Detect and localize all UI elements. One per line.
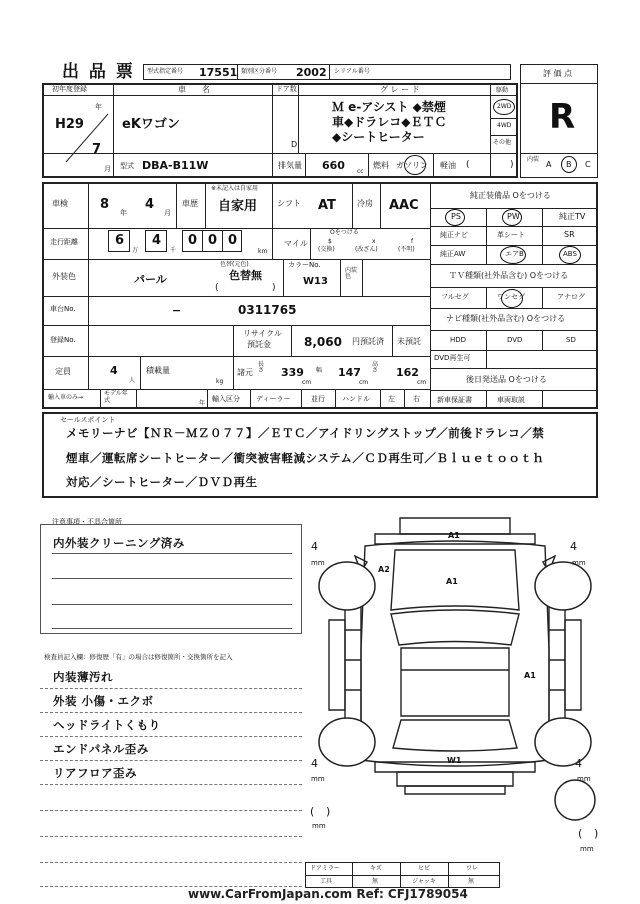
maru-note: Oをつける xyxy=(330,229,359,236)
history-label: 車歴 xyxy=(182,199,198,208)
color-label: 外装色 xyxy=(52,272,76,281)
regno-label: 登録No. xyxy=(50,336,76,344)
width-cm: cm xyxy=(359,379,369,386)
light-oil-label: 軽油 xyxy=(440,161,456,170)
fuel-gasoline: ガソリン xyxy=(396,161,428,170)
equip-pw: PW xyxy=(507,212,520,221)
recycle-unpaid: 未預託 xyxy=(397,337,421,346)
tire-extra-mm: mm xyxy=(312,822,326,830)
type-cert-no: 17551 xyxy=(199,66,238,79)
handle-left: 左 xyxy=(388,395,395,403)
inspector-box xyxy=(40,664,302,892)
height-label: 高さ xyxy=(372,361,379,374)
handle-right: 右 xyxy=(413,395,420,403)
displacement-label: 排気量 xyxy=(278,161,302,170)
mirror-label: ドアミラー xyxy=(310,865,340,872)
dealer: ディーラー xyxy=(256,395,291,403)
class-box xyxy=(237,64,330,80)
first-reg-label: 初年度登録 xyxy=(52,85,87,93)
length-cm: cm xyxy=(302,379,312,386)
grade-line-3: ◆シートヒーター xyxy=(332,130,425,144)
unknown-sub: (不明) xyxy=(398,246,415,253)
height-value: 162 xyxy=(396,366,419,379)
car-name-label: 車 名 xyxy=(178,85,210,94)
width-label: 幅 xyxy=(316,367,323,374)
navi-type-header: ナビ種類(社外品含む) Oをつける xyxy=(446,314,566,323)
model-year-label: モデル年式 xyxy=(104,390,128,404)
door-d: D xyxy=(291,140,298,149)
interior-label: 内装 xyxy=(527,156,540,163)
sales-point-line-2: 煙車／運転席シートヒーター／衝突被害軽減システム／ＣＤ再生可／Ｂｌｕｅｔｏｏｔｈ xyxy=(66,451,545,465)
drive-2wd-circle xyxy=(493,99,515,115)
color-orig-label: 色替(元色) xyxy=(220,261,249,268)
drive-2wd: 2WD xyxy=(497,103,512,110)
person-unit: 人 xyxy=(129,377,136,384)
car-damage-diagram xyxy=(305,510,605,855)
rating-header xyxy=(520,64,598,84)
drive-4wd: 4WD xyxy=(497,122,512,129)
grade-label: グ レ ー ド xyxy=(380,85,420,94)
mark-front-bumper: A1 xyxy=(448,531,460,540)
watermark: www.CarFromJapan.com Ref: CFJ1789054 xyxy=(188,887,468,901)
falsify-mark: x xyxy=(372,238,376,245)
equip-navi: 純正ナビ xyxy=(440,231,468,239)
parallel: 並行 xyxy=(311,395,325,403)
jack-value: 無 xyxy=(468,878,475,885)
length-value: 339 xyxy=(281,366,304,379)
shift-value: AT xyxy=(318,198,336,213)
class-no: 2002 xyxy=(296,66,327,79)
load-label: 積載量 xyxy=(146,366,170,375)
inspection-year: 8 xyxy=(100,197,110,212)
width-value: 147 xyxy=(338,366,361,379)
chassis-dash: − xyxy=(172,304,182,317)
equip-tv: 純正TV xyxy=(559,212,586,221)
grade-line-1: Ｍ e-アシスト ◆禁煙 xyxy=(332,100,446,114)
recycle-label: リサイクル xyxy=(243,329,282,338)
recycle-paid: 円預託済 xyxy=(352,337,384,346)
navi-sd: SD xyxy=(566,336,576,344)
paren-close: ) xyxy=(510,160,514,170)
equip-sr: SR xyxy=(564,230,575,239)
inspection-month-unit: 月 xyxy=(164,209,171,217)
fuel-circle xyxy=(404,155,426,175)
class-label: 類別区分番号 xyxy=(241,68,278,75)
tire-rr-depth: 4 xyxy=(575,757,582,770)
mileage-digit-1: 6 xyxy=(115,233,125,248)
sales-point-line-1: メモリーナビ【ＮＲ－ＭＺ０７７】／ＥＴＣ／アイドリングストップ／前後ドラレコ／禁 xyxy=(66,426,545,440)
inspection-month: 4 xyxy=(145,197,155,212)
inspection-label: 車検 xyxy=(52,199,68,208)
mileage-digit-3: 0 xyxy=(188,233,198,248)
inspector-line-1: 内装薄汚れ xyxy=(53,670,113,684)
model-year-nen: 年 xyxy=(199,400,206,407)
chassis-no: 0311765 xyxy=(238,303,297,317)
equip-aw: 純正AW xyxy=(440,250,466,258)
interior-c: C xyxy=(585,160,591,169)
capacity-value: 4 xyxy=(110,364,118,377)
notes-label: 注意事項・不具合箇所 xyxy=(52,518,122,526)
recycle-amount: 8,060 xyxy=(304,335,342,349)
after-warranty: 新車保証書 xyxy=(437,396,472,404)
serial-label: シリアル番号 xyxy=(334,68,370,75)
interior-color-label: 内装色 xyxy=(345,267,358,280)
recycle-sub: 預託金 xyxy=(247,340,271,349)
sales-points-label: セールスポイント xyxy=(60,416,116,424)
type-cert-label: 型式指定番号 xyxy=(147,68,184,75)
after-manual: 車両取説 xyxy=(497,396,525,404)
inspector-line-5: リアフロア歪み xyxy=(53,766,137,780)
color-no: W13 xyxy=(303,276,328,287)
paren-open: ( xyxy=(466,160,470,170)
length-label: 長さ xyxy=(258,361,265,374)
sen-unit: 千 xyxy=(170,247,177,254)
fuel-label: 燃料 xyxy=(373,161,389,170)
mirror-break: ワレ xyxy=(466,865,479,872)
km-unit: km xyxy=(258,248,268,255)
mile-label: マイル xyxy=(284,239,308,248)
tv-oneseg-circle xyxy=(501,289,523,308)
tire-fl-depth: 4 xyxy=(311,540,318,553)
drive-label: 駆動 xyxy=(496,87,509,94)
mark-left-front: A2 xyxy=(378,565,390,574)
tire-rr-mm: mm xyxy=(577,775,591,783)
navi-dvd: DVD xyxy=(507,336,523,344)
first-reg-year: H29 xyxy=(55,117,84,132)
history-note: ※未記入は自家用 xyxy=(211,185,259,192)
model-label: 型式 xyxy=(120,162,134,170)
equip-airbag: エアB xyxy=(505,250,524,258)
import-label: 輸入車のみ→ xyxy=(48,394,84,401)
equip-airbag-circle xyxy=(500,246,526,264)
doors-label: ドア数 xyxy=(276,85,297,93)
mirror-crack: ヒビ xyxy=(418,865,431,872)
equip-ps-circle xyxy=(445,209,465,226)
tv-analog: アナログ xyxy=(557,293,585,301)
mileage-label: 走行距離 xyxy=(50,238,78,246)
equip-abs: ABS xyxy=(563,250,577,258)
mileage-digit-2: 4 xyxy=(152,233,162,248)
swap-mark: $ xyxy=(328,238,332,245)
color-value: パール xyxy=(134,273,167,286)
drive-other: その他 xyxy=(493,139,512,146)
handle-label: ハンドル xyxy=(342,395,370,403)
tire-fr-depth: 4 xyxy=(570,540,577,553)
grade-line-2: 車◆ドラレコ◆ＥＴＣ xyxy=(332,115,447,129)
history-value: 自家用 xyxy=(218,199,258,214)
dim-label: 諸元 xyxy=(237,368,253,377)
rating-label: 評 価 点 xyxy=(543,69,573,78)
tv-fullseg: フルセグ xyxy=(441,293,469,301)
interior-b: B xyxy=(566,160,572,169)
tire-rl-mm: mm xyxy=(311,775,325,783)
unknown-mark: f xyxy=(411,238,414,245)
color-paren-open: ( xyxy=(215,283,219,293)
swap-sub: (交換) xyxy=(318,246,335,253)
equip-header: 純正装備品 Oをつける xyxy=(470,191,551,200)
equip-ps: PS xyxy=(451,212,461,221)
model-code: DBA-B11W xyxy=(142,159,209,172)
inspector-label: 検査員記入欄：修復歴「有」の場合は修復箇所・交換箇所を記入 xyxy=(44,653,233,661)
equip-leather: 革シート xyxy=(497,231,525,239)
shift-label: シフト xyxy=(277,199,301,208)
mileage-digit-5: 0 xyxy=(228,233,238,248)
first-reg-month: 7 xyxy=(92,142,102,157)
page-title: 出 品 票 xyxy=(62,62,135,82)
equip-abs-circle xyxy=(559,246,581,264)
import-class-label: 輸入区分 xyxy=(212,395,240,403)
interior-a: A xyxy=(546,160,552,169)
type-cert-box xyxy=(143,64,238,80)
tire-rl-depth: 4 xyxy=(311,757,318,770)
serial-box xyxy=(329,64,511,80)
tire-fr-mm: mm xyxy=(572,559,586,567)
inspector-line-3: ヘッドライトくもり xyxy=(53,718,161,732)
inspection-year-unit: 年 xyxy=(120,209,127,217)
tools-label: 工具 xyxy=(320,878,333,885)
mark-hood: A1 xyxy=(446,577,458,586)
sales-point-line-3: 対応／シートヒーター／ＤＶＤ再生 xyxy=(66,475,258,489)
falsify-sub: (改ざん) xyxy=(355,246,378,253)
inspector-line-2: 外装 小傷・エクボ xyxy=(53,694,154,708)
navi-hdd: HDD xyxy=(450,336,467,344)
chassis-label: 車台No. xyxy=(50,305,76,313)
equip-pw-circle xyxy=(502,209,522,226)
dvd-play: DVD再生可 xyxy=(434,354,471,362)
displacement: 660 xyxy=(322,159,345,172)
color-change: 色替無 xyxy=(229,269,262,282)
mark-rear-window: W1 xyxy=(447,756,462,765)
tv-type-header: ＴＶ種類(社外品含む) Oをつける xyxy=(449,271,569,280)
height-cm: cm xyxy=(417,379,427,386)
car-name: eKワゴン xyxy=(122,117,180,132)
mileage-digit-4: 0 xyxy=(208,233,218,248)
capacity-label: 定員 xyxy=(55,367,71,376)
date-diagonal xyxy=(64,112,110,164)
tools-value: 無 xyxy=(372,878,379,885)
year-unit: 年 xyxy=(95,103,102,111)
note-line-1: 内外装クリーニング済み xyxy=(53,536,185,550)
ac-value: AAC xyxy=(389,198,419,213)
month-unit: 月 xyxy=(104,165,111,173)
mirror-scratch: キズ xyxy=(370,865,382,872)
jack-label: ジャッキ xyxy=(412,878,436,885)
inspector-line-4: エンドパネル歪み xyxy=(53,742,149,756)
color-paren-close: ) xyxy=(272,283,276,293)
cc-unit: cc xyxy=(357,168,364,175)
man-unit: 万 xyxy=(132,247,139,254)
after-header: 後日発送品 Oをつける xyxy=(466,375,547,384)
tv-oneseg: ワンセグ xyxy=(497,293,525,301)
tire-spare-mm: mm xyxy=(580,845,594,853)
tire-fl-mm: mm xyxy=(311,559,325,567)
kg-unit: kg xyxy=(216,378,224,385)
color-no-label: カラーNo. xyxy=(288,261,321,269)
interior-b-circle xyxy=(561,156,577,173)
mark-right-side: A1 xyxy=(524,671,536,680)
ac-label: 冷房 xyxy=(357,199,373,208)
rating-value: R xyxy=(549,97,576,137)
